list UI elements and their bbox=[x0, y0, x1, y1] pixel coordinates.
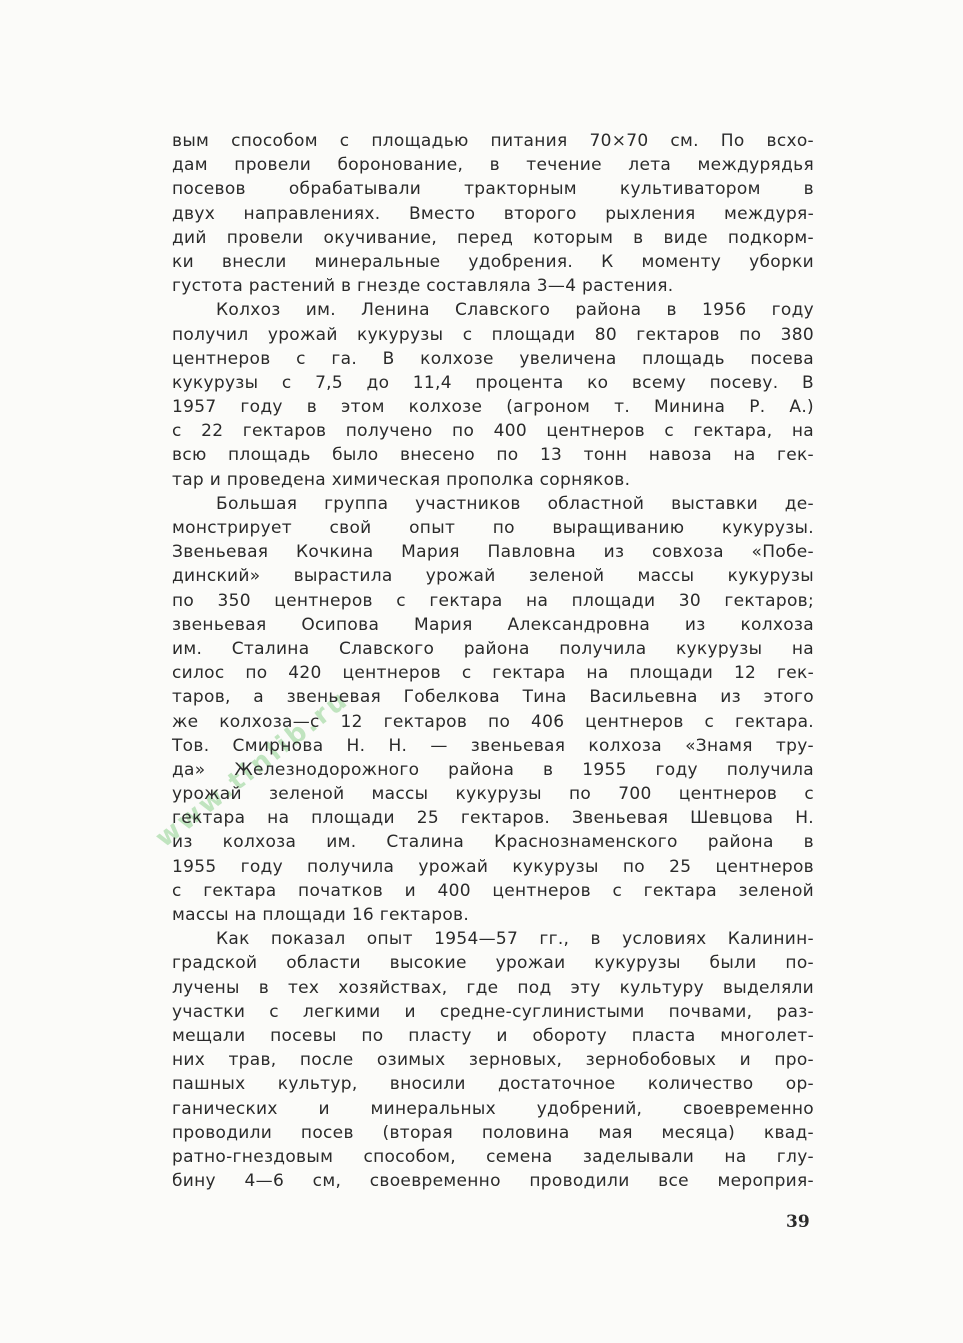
text-line: мещали посевы по пласту и обороту пласта многолет- bbox=[172, 1025, 814, 1046]
text-line: всю площадь было внесено по 13 тонн навоза на гек- bbox=[172, 445, 814, 466]
text-line: Как показал опыт 1954—57 гг., в условиях Калинин- bbox=[216, 929, 814, 950]
text-line: лучены в тех хозяйствах, где под эту культуру выделяли bbox=[172, 977, 814, 998]
text-line: дий провели окучивание, перед которым в виде подкорм- bbox=[172, 227, 814, 248]
text-line: урожай зеленой массы кукурузы по 700 центнеров с bbox=[172, 784, 814, 805]
text-line: силос по 420 центнеров с гектара на площади 12 гек- bbox=[172, 663, 814, 684]
body-text bbox=[172, 129, 814, 1193]
text-line: ки внесли минеральные удобрения. К моменту уборки bbox=[172, 251, 814, 272]
text-line: пашных культур, вносили достаточное количество ор- bbox=[172, 1074, 814, 1095]
text-line: монстрирует свой опыт по выращиванию кукурузы. bbox=[172, 518, 814, 538]
text-line: из колхоза им. Сталина Краснознаменского района в bbox=[172, 832, 814, 853]
text-line: динский» вырастила урожай зеленой массы кукурузы bbox=[172, 566, 814, 587]
text-line: градской области высокие урожаи кукурузы были по- bbox=[172, 953, 814, 974]
text-line: тар и проведена химическая прополка сорняков. bbox=[172, 469, 631, 490]
paragraph bbox=[172, 129, 814, 298]
text-line: дам провели боронование, в течение лета междурядья bbox=[172, 155, 814, 176]
text-line: густота растений в гнезде составляла 3—4 растения. bbox=[172, 276, 674, 297]
text-line: центнеров с га. В колхозе увеличена площадь посева bbox=[172, 348, 814, 369]
page-number: 39 bbox=[786, 1212, 810, 1232]
text-line: 1955 году получила урожай кукурузы по 25 центнеров bbox=[172, 856, 814, 877]
text-line: Большая группа участников областной выставки де- bbox=[216, 493, 814, 514]
text-line: двух направлениях. Вместо второго рыхления междуря- bbox=[172, 203, 814, 224]
text-line: таров, а звеньевая Гобелкова Тина Васильевна из этого bbox=[172, 687, 814, 708]
paragraph bbox=[172, 298, 814, 492]
text-line: кукурузы с 7,5 до 11,4 процента ко всему посеву. В bbox=[172, 372, 814, 393]
watermark: www.tinlib.ru bbox=[150, 684, 356, 854]
text-line: бину 4—6 см, своевременно проводили все мероприя- bbox=[172, 1171, 814, 1192]
paragraph bbox=[172, 492, 814, 927]
text-line: проводили посев (вторая половина мая месяца) квад- bbox=[172, 1122, 814, 1143]
text-line: им. Сталина Славского района получила кукурузы на bbox=[172, 638, 814, 659]
text-line: ганических и минеральных удобрений, своевременно bbox=[172, 1098, 814, 1119]
text-line: с 22 гектаров получено по 400 центнеров с гектара, на bbox=[172, 421, 814, 442]
text-line: Звеньевая Кочкина Мария Павловна из совхоза «Побе- bbox=[172, 542, 814, 563]
text-line: Колхоз им. Ленина Славского района в 1956 году bbox=[216, 300, 814, 321]
text-line: же колхоза—с 12 гектаров по 406 центнеров с гектара. bbox=[172, 711, 814, 732]
text-line: с гектара початков и 400 центнеров с гектара зеленой bbox=[172, 880, 814, 901]
text-line: ратно-гнездовым способом, семена заделывали на глу- bbox=[172, 1146, 814, 1167]
text-line: гектара на площади 25 гектаров. Звеньевая Шевцова Н. bbox=[172, 808, 814, 829]
text-line: массы на площади 16 гектаров. bbox=[172, 905, 470, 925]
text-line: них трав, после озимых зерновых, зернобобовых и про- bbox=[172, 1050, 814, 1071]
paragraph bbox=[172, 927, 814, 1193]
text-line: по 350 центнеров с гектара на площади 30 гектаров; bbox=[172, 590, 814, 611]
text-line: звеньевая Осипова Мария Александровна из колхоза bbox=[172, 614, 814, 635]
text-line: Тов. Смирнова Н. Н. — звеньевая колхоза «Знамя тру- bbox=[172, 735, 814, 756]
text-line: вым способом с площадью питания 70×70 см. По всхо- bbox=[172, 131, 814, 151]
text-line: участки с легкими и средне-суглинистыми почвами, раз- bbox=[172, 1001, 814, 1022]
text-line: да» Железнодорожного района в 1955 году получила bbox=[172, 759, 814, 780]
text-line: получил урожай кукурузы с площади 80 гектаров по 380 bbox=[172, 324, 814, 345]
text-line: посевов обрабатывали тракторным культиватором в bbox=[172, 179, 814, 200]
text-line: 1957 году в этом колхозе (агроном т. Минина Р. А.) bbox=[172, 397, 814, 418]
